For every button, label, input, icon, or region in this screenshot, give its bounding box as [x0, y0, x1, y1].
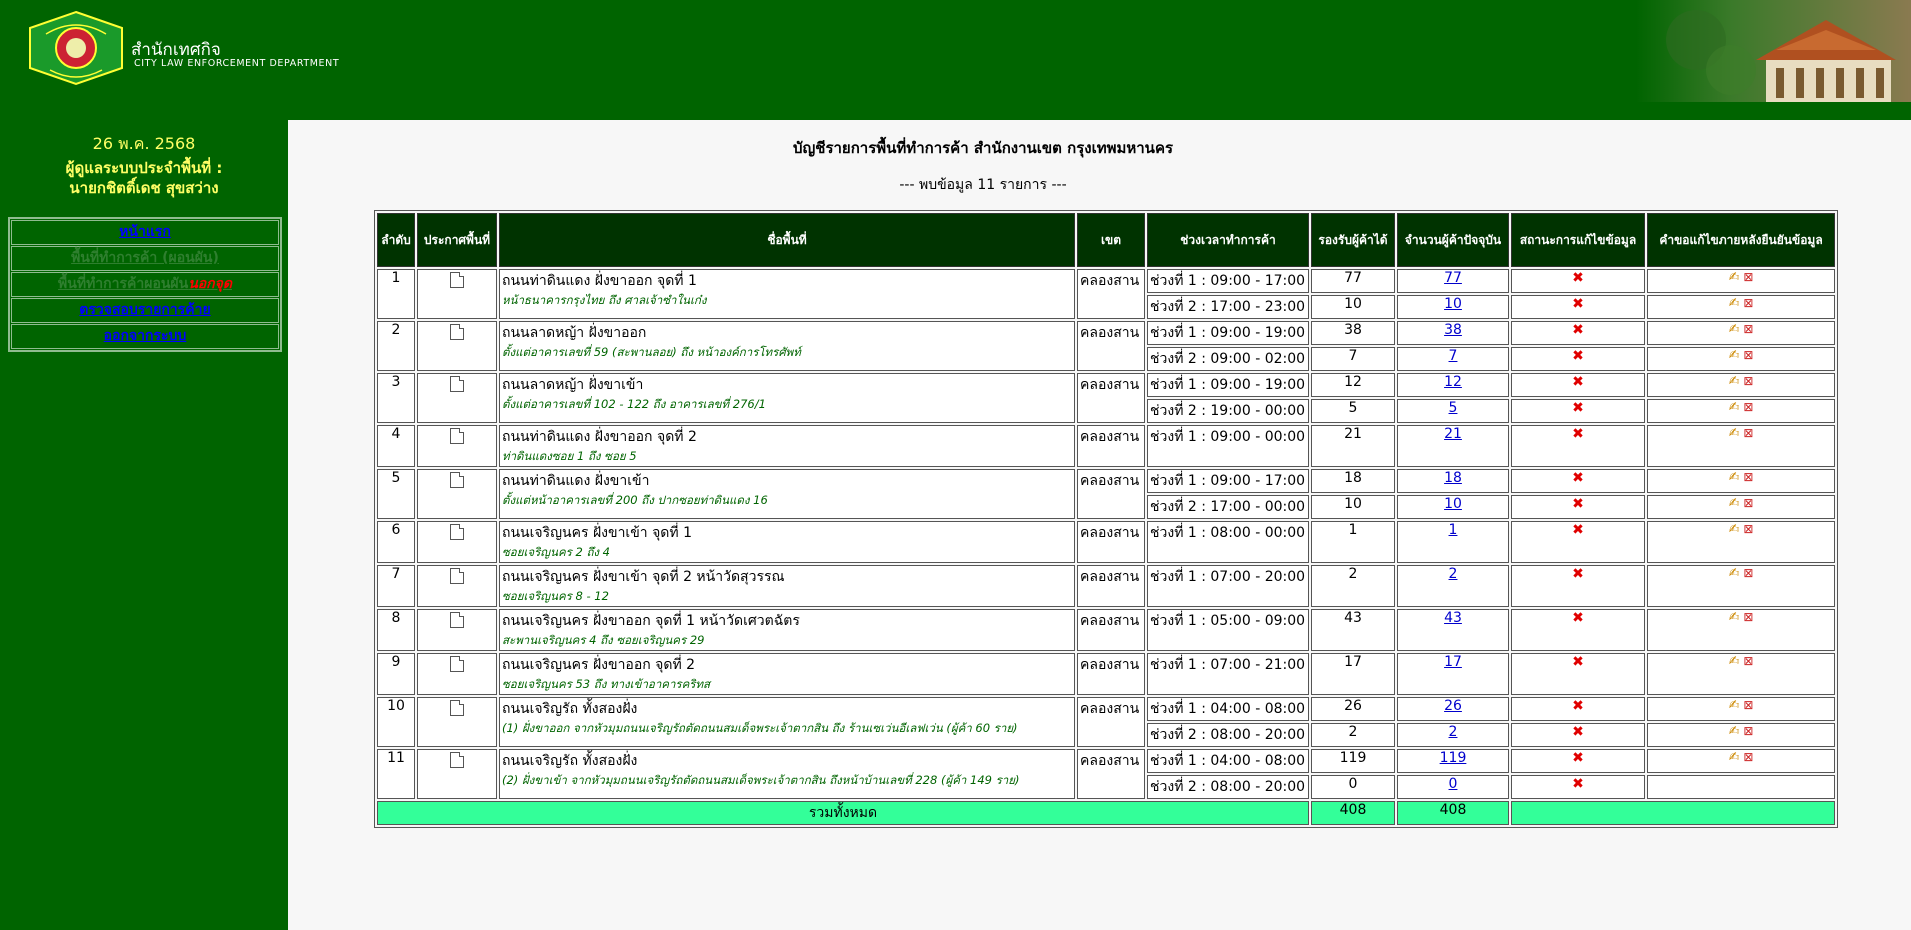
row-number: 3	[377, 373, 415, 423]
edit-icon[interactable]: ✍	[1728, 470, 1740, 485]
edit-request-cell	[1647, 653, 1835, 695]
current-vendors-link[interactable]: 43	[1444, 610, 1462, 626]
current-vendors-cell	[1397, 653, 1509, 695]
area-name: ถนนเจริญรัถ ทั้งสองฝั่ง	[502, 753, 638, 769]
district: คลองสาน	[1077, 469, 1145, 519]
edit-status-cell	[1511, 495, 1645, 519]
col-area-name: ชื่อพื้นที่	[499, 213, 1075, 267]
bangkok-logo-icon	[26, 10, 126, 86]
document-icon[interactable]	[450, 428, 464, 444]
admin-user-name: นายกชิตติ์เดช สุขสว่าง	[69, 179, 219, 197]
table-row	[377, 697, 1835, 721]
current-vendors-link[interactable]: 10	[1444, 496, 1462, 512]
area-name-cell	[499, 269, 1075, 319]
time-slot: ช่วงที่ 1 : 09:00 - 17:00	[1147, 469, 1309, 493]
x-icon: ✖	[1572, 374, 1584, 390]
result-count: --- พบข้อมูล 11 รายการ ---	[899, 177, 1067, 193]
area-name: ถนนเจริญนคร ฝั่งขาออก จุดที่ 2	[502, 657, 696, 673]
district: คลองสาน	[1077, 373, 1145, 423]
area-name-cell	[499, 565, 1075, 607]
area-name-cell	[499, 521, 1075, 563]
area-description: สะพานเจริญนคร 4 ถึง ซอยเจริญนคร 29	[502, 633, 705, 647]
current-vendors-link[interactable]: 12	[1444, 374, 1462, 390]
capacity: 10	[1311, 295, 1395, 319]
x-icon: ✖	[1572, 776, 1584, 792]
area-name: ถนนเจริญนคร ฝั่งขาเข้า จุดที่ 1	[502, 525, 692, 541]
row-number: 7	[377, 565, 415, 607]
announcement-cell	[417, 521, 497, 563]
time-slot: ช่วงที่ 1 : 04:00 - 08:00	[1147, 749, 1309, 773]
row-number: 11	[377, 749, 415, 799]
row-number: 5	[377, 469, 415, 519]
capacity: 26	[1311, 697, 1395, 721]
time-slot: ช่วงที่ 1 : 09:00 - 19:00	[1147, 373, 1309, 397]
current-vendors-link[interactable]: 2	[1448, 724, 1458, 740]
edit-request-cell	[1647, 749, 1835, 773]
trading-areas-table	[374, 210, 1838, 828]
area-name-cell	[499, 425, 1075, 467]
district: คลองสาน	[1077, 269, 1145, 319]
delete-icon[interactable]: ⊠	[1739, 496, 1754, 510]
current-vendors-cell	[1397, 749, 1509, 773]
edit-status-cell	[1511, 749, 1645, 773]
delete-icon[interactable]: ⊠	[1739, 470, 1754, 484]
current-vendors-cell	[1397, 495, 1509, 519]
table-row	[377, 269, 1835, 293]
edit-icon[interactable]: ✍	[1728, 522, 1740, 537]
current-vendors-link[interactable]: 1	[1448, 522, 1458, 538]
table-header-row	[377, 213, 1835, 267]
edit-request-cell	[1647, 469, 1835, 493]
x-icon: ✖	[1572, 270, 1584, 286]
col-edit-status: สถานะการแก้ไขข้อมูล	[1511, 213, 1645, 267]
document-icon[interactable]	[450, 752, 464, 768]
time-slot: ช่วงที่ 1 : 04:00 - 08:00	[1147, 697, 1309, 721]
current-vendors-link[interactable]: 5	[1448, 400, 1458, 416]
page-title: บัญชีรายการพื้นที่ทำการค้า สำนักงานเขต กรุงเทพมหานคร	[792, 139, 1174, 157]
capacity: 1	[1311, 521, 1395, 563]
col-current-vendors: จำนวนผู้ค้าปัจจุบัน	[1397, 213, 1509, 267]
area-description: ซอยเจริญนคร 8 - 12	[502, 589, 609, 603]
row-number: 9	[377, 653, 415, 695]
capacity: 12	[1311, 373, 1395, 397]
announcement-cell	[417, 565, 497, 607]
row-number: 6	[377, 521, 415, 563]
area-name: ถนนลาดหญ้า ฝั่งขาเข้า	[502, 377, 644, 393]
district: คลองสาน	[1077, 565, 1145, 607]
area-name: ถนนเจริญนคร ฝั่งขาเข้า จุดที่ 2 หน้าวัดสุวรรณ	[502, 569, 785, 585]
delete-icon[interactable]: ⊠	[1739, 322, 1754, 336]
announcement-cell	[417, 749, 497, 799]
delete-icon[interactable]: ⊠	[1739, 698, 1754, 712]
area-name: ถนนท่าดินแดง ฝั่งขาออก จุดที่ 2	[502, 429, 697, 445]
delete-icon[interactable]: ⊠	[1739, 610, 1754, 624]
capacity: 21	[1311, 425, 1395, 467]
total-capacity: 408	[1311, 801, 1395, 825]
time-slot: ช่วงที่ 2 : 09:00 - 02:00	[1147, 347, 1309, 371]
x-icon: ✖	[1572, 348, 1584, 364]
col-time-slot: ช่วงเวลาทำการค้า	[1147, 213, 1309, 267]
time-slot: ช่วงที่ 1 : 09:00 - 00:00	[1147, 425, 1309, 467]
col-edit-requests: คำขอแก้ไขภายหลังยืนยันข้อมูล	[1647, 213, 1835, 267]
time-slot: ช่วงที่ 2 : 17:00 - 00:00	[1147, 495, 1309, 519]
menu-home[interactable]: หน้าแรก	[11, 220, 279, 245]
area-description: ซอยเจริญนคร 2 ถึง 4	[502, 545, 611, 559]
menu-logout[interactable]: ออกจากระบบ	[11, 324, 279, 349]
document-icon[interactable]	[450, 376, 464, 392]
current-vendors-cell	[1397, 295, 1509, 319]
admin-role-label: ผู้ดูแลระบบประจำพื้นที่ :	[65, 159, 223, 177]
time-slot: ช่วงที่ 1 : 05:00 - 09:00	[1147, 609, 1309, 651]
time-slot: ช่วงที่ 2 : 19:00 - 00:00	[1147, 399, 1309, 423]
delete-icon[interactable]: ⊠	[1739, 724, 1754, 738]
district: คลองสาน	[1077, 653, 1145, 695]
current-vendors-link[interactable]: 7	[1448, 348, 1458, 364]
edit-request-cell	[1647, 609, 1835, 651]
col-district: เขต	[1077, 213, 1145, 267]
document-icon[interactable]	[450, 472, 464, 488]
x-icon: ✖	[1572, 724, 1584, 740]
announcement-cell	[417, 425, 497, 467]
area-name-cell	[499, 373, 1075, 423]
x-icon: ✖	[1572, 566, 1584, 582]
x-icon: ✖	[1572, 610, 1584, 626]
sidebar-menu	[8, 217, 282, 352]
page-header	[0, 0, 1911, 120]
edit-status-cell	[1511, 321, 1645, 345]
edit-request-cell	[1647, 373, 1835, 397]
table-row	[377, 749, 1835, 773]
x-icon: ✖	[1572, 496, 1584, 512]
edit-status-cell	[1511, 653, 1645, 695]
current-vendors-cell	[1397, 723, 1509, 747]
edit-status-cell	[1511, 399, 1645, 423]
delete-icon[interactable]: ⊠	[1739, 400, 1754, 414]
current-vendors-cell	[1397, 521, 1509, 563]
edit-status-cell	[1511, 295, 1645, 319]
city-hall-photo	[1636, 0, 1911, 102]
current-vendors-cell	[1397, 697, 1509, 721]
time-slot: ช่วงที่ 1 : 07:00 - 21:00	[1147, 653, 1309, 695]
capacity: 7	[1311, 347, 1395, 371]
delete-icon[interactable]: ⊠	[1739, 426, 1754, 440]
current-vendors-cell	[1397, 775, 1509, 799]
row-number: 4	[377, 425, 415, 467]
delete-icon[interactable]: ⊠	[1739, 522, 1754, 536]
total-row	[377, 801, 1835, 825]
announcement-cell	[417, 321, 497, 371]
area-description: ซอยเจริญนคร 53 ถึง ทางเข้าอาคารคริทส	[502, 677, 711, 691]
delete-icon[interactable]: ⊠	[1739, 296, 1754, 310]
edit-request-cell	[1647, 321, 1835, 345]
capacity: 2	[1311, 723, 1395, 747]
edit-icon[interactable]: ✍	[1728, 400, 1740, 415]
table-row	[377, 469, 1835, 493]
edit-status-cell	[1511, 521, 1645, 563]
table-row	[377, 425, 1835, 467]
x-icon: ✖	[1572, 522, 1584, 538]
area-description: ตั้งแต่อาคารเลขที่ 102 - 122 ถึง อาคารเลขที่ 276/1	[502, 397, 766, 411]
district: คลองสาน	[1077, 609, 1145, 651]
delete-icon[interactable]: ⊠	[1739, 348, 1754, 362]
table-body	[377, 269, 1835, 825]
district: คลองสาน	[1077, 521, 1145, 563]
current-vendors-link[interactable]: 2	[1448, 566, 1458, 582]
main-content	[288, 120, 1911, 930]
edit-icon[interactable]: ✍	[1728, 374, 1740, 389]
current-vendors-link[interactable]: 21	[1444, 426, 1462, 442]
edit-icon[interactable]: ✍	[1728, 270, 1740, 285]
capacity: 5	[1311, 399, 1395, 423]
current-date: 26 พ.ค. 2568	[92, 134, 196, 153]
edit-status-cell	[1511, 269, 1645, 293]
announcement-cell	[417, 469, 497, 519]
time-slot: ช่วงที่ 2 : 17:00 - 23:00	[1147, 295, 1309, 319]
announcement-cell	[417, 697, 497, 747]
current-vendors-link[interactable]: 26	[1444, 698, 1462, 714]
edit-status-cell	[1511, 775, 1645, 799]
x-icon: ✖	[1572, 400, 1584, 416]
menu-check-vendors[interactable]: ตรวจสอบรายการค้าย	[11, 298, 279, 323]
edit-icon[interactable]: ✍	[1728, 296, 1740, 311]
district: คลองสาน	[1077, 321, 1145, 371]
col-announcement: ประกาศพื้นที่	[417, 213, 497, 267]
area-description: (1) ฝั่งขาออก จากหัวมุมถนนเจริญรัถตัดถนนสมเด็จพระเจ้าตากสิน ถึง ร้านเซเว่นอีเลฟเว่น (ผู้ค้า 60 ราย)	[502, 721, 1018, 735]
document-icon[interactable]	[450, 612, 464, 628]
x-icon: ✖	[1572, 750, 1584, 766]
capacity: 38	[1311, 321, 1395, 345]
row-number: 8	[377, 609, 415, 651]
col-capacity: รองรับผู้ค้าได้	[1311, 213, 1395, 267]
area-description: หน้าธนาคารกรุงไทย ถึง ศาลเจ้าซำในเก๋ง	[502, 293, 707, 307]
current-vendors-cell	[1397, 609, 1509, 651]
current-vendors-cell	[1397, 425, 1509, 467]
current-vendors-cell	[1397, 373, 1509, 397]
district: คลองสาน	[1077, 749, 1145, 799]
capacity: 119	[1311, 749, 1395, 773]
edit-icon[interactable]: ✍	[1728, 610, 1740, 625]
edit-status-cell	[1511, 609, 1645, 651]
menu-trading-areas-outside-label: พื้นที่ทำการค้าผอนผัน	[58, 276, 189, 292]
document-icon[interactable]	[450, 656, 464, 672]
x-icon: ✖	[1572, 426, 1584, 442]
x-icon: ✖	[1572, 470, 1584, 486]
capacity: 0	[1311, 775, 1395, 799]
total-label: รวมทั้งหมด	[377, 801, 1309, 825]
announcement-cell	[417, 609, 497, 651]
delete-icon[interactable]: ⊠	[1739, 750, 1754, 764]
edit-request-cell	[1647, 399, 1835, 423]
area-name: ถนนเจริญรัถ ทั้งสองฝั่ง	[502, 701, 638, 717]
current-vendors-link[interactable]: 0	[1448, 776, 1458, 792]
menu-trading-areas[interactable]: พื้นที่ทำการค้า (ผอนผัน)	[11, 246, 279, 271]
edit-request-cell	[1647, 295, 1835, 319]
org-name-english: CITY LAW ENFORCEMENT DEPARTMENT	[134, 58, 340, 69]
edit-icon[interactable]: ✍	[1728, 322, 1740, 337]
table-row	[377, 321, 1835, 345]
total-current-vendors: 408	[1397, 801, 1509, 825]
org-name-thai: สำนักเทศกิจ	[131, 40, 221, 60]
area-name-cell	[499, 697, 1075, 747]
menu-trading-areas-outside[interactable]	[11, 272, 279, 297]
area-description: ตั้งแต่อาคารเลขที่ 59 (สะพานลอย) ถึง หน้าองค์การโทรศัพท์	[502, 345, 801, 359]
edit-icon[interactable]: ✍	[1728, 496, 1740, 511]
row-number: 1	[377, 269, 415, 319]
edit-request-cell	[1647, 521, 1835, 563]
table-row	[377, 609, 1835, 651]
current-vendors-link[interactable]: 17	[1444, 654, 1462, 670]
current-vendors-cell	[1397, 347, 1509, 371]
menu-trading-areas-outside-suffix: นอกจุด	[188, 276, 232, 292]
table-wrapper	[374, 210, 1838, 828]
time-slot: ช่วงที่ 1 : 09:00 - 17:00	[1147, 269, 1309, 293]
time-slot: ช่วงที่ 2 : 08:00 - 20:00	[1147, 723, 1309, 747]
capacity: 2	[1311, 565, 1395, 607]
area-name-cell	[499, 609, 1075, 651]
edit-status-cell	[1511, 565, 1645, 607]
district: คลองสาน	[1077, 425, 1145, 467]
document-icon[interactable]	[450, 568, 464, 584]
area-name-cell	[499, 321, 1075, 371]
capacity: 17	[1311, 653, 1395, 695]
area-name-cell	[499, 469, 1075, 519]
x-icon: ✖	[1572, 296, 1584, 312]
edit-request-cell	[1647, 495, 1835, 519]
announcement-cell	[417, 373, 497, 423]
current-vendors-cell	[1397, 269, 1509, 293]
current-vendors-cell	[1397, 321, 1509, 345]
current-vendors-cell	[1397, 565, 1509, 607]
area-name: ถนนลาดหญ้า ฝั่งขาออก	[502, 325, 647, 341]
current-vendors-link[interactable]: 38	[1444, 322, 1462, 338]
table-row	[377, 653, 1835, 695]
edit-icon[interactable]: ✍	[1728, 348, 1740, 363]
delete-icon[interactable]: ⊠	[1739, 374, 1754, 388]
table-row	[377, 373, 1835, 397]
area-description: ท่าดินแดงซอย 1 ถึง ซอย 5	[502, 449, 637, 463]
edit-icon[interactable]: ✍	[1728, 750, 1740, 765]
col-no: ลำดับ	[377, 213, 415, 267]
time-slot: ช่วงที่ 2 : 08:00 - 20:00	[1147, 775, 1309, 799]
area-name: ถนนเจริญนคร ฝั่งขาออก จุดที่ 1 หน้าวัดเศวตฉัตร	[502, 613, 800, 629]
edit-request-cell	[1647, 723, 1835, 747]
edit-request-cell	[1647, 347, 1835, 371]
delete-icon[interactable]: ⊠	[1739, 654, 1754, 668]
row-number: 2	[377, 321, 415, 371]
announcement-cell	[417, 653, 497, 695]
edit-request-cell	[1647, 697, 1835, 721]
area-description: ตั้งแต่หน้าอาคารเลขที่ 200 ถึง ปากซอยท่าดินแดง 16	[502, 493, 768, 507]
edit-request-cell	[1647, 565, 1835, 607]
current-vendors-cell	[1397, 469, 1509, 493]
announcement-cell	[417, 269, 497, 319]
capacity: 43	[1311, 609, 1395, 651]
edit-request-cell	[1647, 425, 1835, 467]
edit-request-cell	[1647, 269, 1835, 293]
time-slot: ช่วงที่ 1 : 09:00 - 19:00	[1147, 321, 1309, 345]
current-vendors-link[interactable]: 77	[1444, 270, 1462, 286]
table-row	[377, 521, 1835, 563]
total-empty	[1511, 801, 1835, 825]
edit-icon[interactable]: ✍	[1728, 566, 1740, 581]
row-number: 10	[377, 697, 415, 747]
edit-icon[interactable]: ✍	[1728, 698, 1740, 713]
area-name: ถนนท่าดินแดง ฝั่งขาเข้า	[502, 473, 650, 489]
current-vendors-link[interactable]: 18	[1444, 470, 1462, 486]
edit-request-cell	[1647, 775, 1835, 799]
x-icon: ✖	[1572, 698, 1584, 714]
edit-status-cell	[1511, 425, 1645, 467]
time-slot: ช่วงที่ 1 : 08:00 - 00:00	[1147, 521, 1309, 563]
current-vendors-cell	[1397, 399, 1509, 423]
edit-status-cell	[1511, 697, 1645, 721]
capacity: 77	[1311, 269, 1395, 293]
x-icon: ✖	[1572, 654, 1584, 670]
area-description: (2) ฝั่งขาเข้า จากหัวมุมถนนเจริญรัถตัดถนนสมเด็จพระเจ้าตากสิน ถึงหน้าบ้านเลขที่ 228 (ผู้ค้า 149 ราย)	[502, 773, 1020, 787]
edit-status-cell	[1511, 723, 1645, 747]
edit-icon[interactable]: ✍	[1728, 654, 1740, 669]
document-icon[interactable]	[450, 700, 464, 716]
edit-status-cell	[1511, 469, 1645, 493]
document-icon[interactable]	[450, 524, 464, 540]
x-icon: ✖	[1572, 322, 1584, 338]
area-name-cell	[499, 653, 1075, 695]
edit-icon[interactable]: ✍	[1728, 724, 1740, 739]
current-vendors-link[interactable]: 10	[1444, 296, 1462, 312]
edit-status-cell	[1511, 373, 1645, 397]
delete-icon[interactable]: ⊠	[1739, 566, 1754, 580]
edit-status-cell	[1511, 347, 1645, 371]
document-icon[interactable]	[450, 324, 464, 340]
sidebar	[0, 120, 288, 930]
delete-icon[interactable]: ⊠	[1739, 270, 1754, 284]
document-icon[interactable]	[450, 272, 464, 288]
area-name: ถนนท่าดินแดง ฝั่งขาออก จุดที่ 1	[502, 273, 697, 289]
area-name-cell	[499, 749, 1075, 799]
district: คลองสาน	[1077, 697, 1145, 747]
time-slot: ช่วงที่ 1 : 07:00 - 20:00	[1147, 565, 1309, 607]
table-row	[377, 565, 1835, 607]
capacity: 10	[1311, 495, 1395, 519]
edit-icon[interactable]: ✍	[1728, 426, 1740, 441]
current-vendors-link[interactable]: 119	[1439, 750, 1467, 766]
capacity: 18	[1311, 469, 1395, 493]
